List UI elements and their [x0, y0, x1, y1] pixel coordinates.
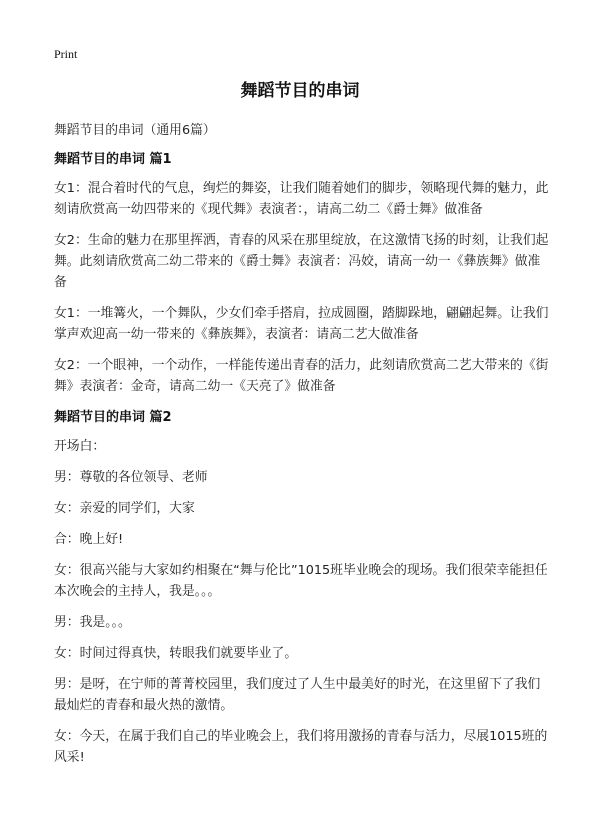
section-1 [54, 149, 550, 397]
document-subtitle: 舞蹈节目的串词（通用6篇） [54, 123, 216, 138]
paragraph: 女1：一堆篝火，一个舞队，少女们牵手搭肩，拉成圆圈，踏脚跺地，翩翩起舞。让我们掌声欢迎高一幼一带来的《彝族舞》，表演者：请高二艺大做准备 [54, 306, 549, 342]
paragraph: 男：我是。。。 [54, 615, 131, 630]
section-heading: 舞蹈节目的串词 篇2 [54, 410, 172, 425]
paragraph: 男：尊敬的各位领导、老师 [54, 470, 208, 485]
paragraph: 女2：生命的魅力在那里挥洒，青春的风采在那里绽放，在这激情飞扬的时刻，让我们起舞。此刻请欣赏高二幼二带来的《爵士舞》表演者：冯姣，请高一幼一《彝族舞》做准备 [54, 233, 549, 290]
paragraph: 女：时间过得真快，转眼我们就要毕业了。 [54, 646, 298, 661]
document-body [54, 120, 550, 778]
paragraph: 男：是呀，在宁师的菁菁校园里，我们度过了人生中最美好的时光，在这里留下了我们最灿烂的青春和最火热的激情。 [54, 677, 541, 713]
paragraph: 女：亲爱的同学们，大家 [54, 501, 195, 516]
paragraph: 女：今天，在属于我们自己的毕业晚会上，我们将用激扬的青春与活力，尽展1015班的风采! [54, 729, 548, 765]
paragraph: 女：很高兴能与大家如约相聚在“舞与伦比”1015班毕业晚会的现场。我们很荣幸能担任本次晚会的主持人，我是。。。 [54, 563, 548, 599]
document-title: 舞蹈节目的串词 [240, 81, 360, 101]
paragraph: 女1：混合着时代的气息，绚烂的舞姿，让我们随着她们的脚步，领略现代舞的魅力，此刻请欣赏高一幼四带来的《现代舞》表演者：，请高二幼二《爵士舞》做准备 [54, 181, 549, 217]
section-heading: 舞蹈节目的串词 篇1 [54, 152, 172, 167]
paragraph: 合：晚上好! [54, 532, 124, 547]
section-2 [54, 407, 550, 768]
paragraph: 女2：一个眼神，一个动作，一样能传递出青春的活力，此刻请欣赏高二艺大带来的《街舞》表演者：金奇，请高二幼一《天亮了》做准备 [54, 358, 549, 394]
print-label[interactable]: Print [54, 47, 78, 61]
paragraph-opening: 开场白： [54, 439, 106, 454]
